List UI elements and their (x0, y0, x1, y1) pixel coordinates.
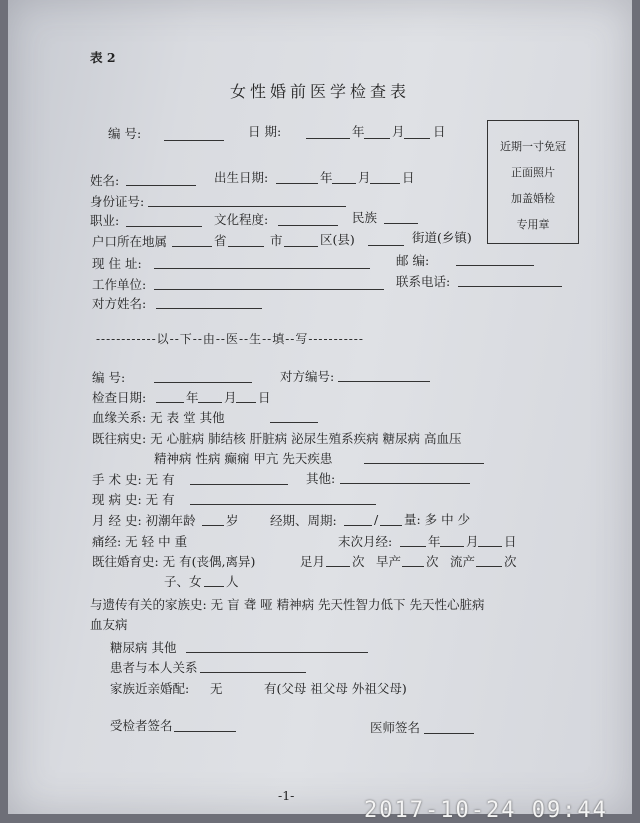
photo-box (487, 120, 579, 244)
full-term-text: 足月 (300, 554, 326, 569)
date-day-field[interactable] (404, 138, 430, 139)
photo-box-line: 近期一寸免冠 (500, 140, 566, 153)
current-illness-field[interactable] (190, 504, 376, 505)
page-number: -1- (278, 788, 295, 803)
job-field[interactable] (126, 226, 202, 227)
id-field[interactable] (148, 206, 346, 207)
city-field[interactable] (228, 246, 264, 247)
family-history-line-2: 血友病 (90, 617, 128, 632)
photo-timestamp: 2017-10-24 09:44 (364, 798, 608, 823)
family-other-field[interactable] (186, 652, 368, 653)
id-label: 身份证号: (90, 194, 145, 209)
exam-year-field[interactable] (156, 402, 184, 403)
day-text: 日 (433, 124, 446, 139)
date-month-field[interactable] (364, 138, 390, 139)
lmp-year-field[interactable] (400, 546, 426, 547)
consanguinity-no[interactable]: 无 (210, 681, 223, 696)
times-text: 次 (504, 554, 517, 569)
province-text: 省 (214, 233, 227, 248)
cycle-label: 经期、周期: (270, 513, 337, 528)
blood-relation-line: 血缘关系: 无 表 堂 其他 (92, 410, 225, 425)
address-field[interactable] (154, 268, 370, 269)
street-text: 街道(乡镇) (412, 230, 472, 245)
cycle-field[interactable] (380, 525, 402, 526)
job-label: 职业: (90, 213, 120, 228)
family-history-line-1: 与遗传有关的家族史: 无 盲 聋 哑 精神病 先天性智力低下 先天性心脏病 (90, 597, 485, 612)
surgery-field[interactable] (190, 484, 288, 485)
month-text: 月 (358, 170, 371, 185)
period-field[interactable] (344, 525, 372, 526)
postcode-label: 邮 编: (396, 253, 430, 268)
address-label: 现 住 址: (92, 256, 142, 271)
number-label: 编 号: (108, 126, 142, 141)
doctor-signature-label: 医师签名 (370, 720, 421, 735)
photo-box-line: 专用章 (516, 218, 550, 231)
current-illness-label: 现 病 史: 无 有 (92, 492, 175, 507)
month-text: 月 (466, 534, 479, 549)
exam-date-label: 检查日期: (92, 390, 147, 405)
menses-label: 月 经 史: 初潮年龄 (92, 513, 196, 528)
blood-other-field[interactable] (270, 422, 318, 423)
consanguinity-label: 家族近亲婚配: (110, 681, 190, 696)
surgery-label: 手 术 史: 无 有 (92, 472, 175, 487)
consanguinity-yes[interactable]: 有(父母 祖父母 外祖父母) (264, 681, 407, 696)
education-label: 文化程度: (214, 212, 269, 227)
month-text: 月 (392, 124, 405, 139)
table-number: 表 2 (90, 50, 116, 65)
month-text: 月 (224, 390, 237, 405)
partner-name-label: 对方姓名: (92, 296, 147, 311)
preterm-field[interactable] (402, 566, 424, 567)
flow-label: 量: 多 中 少 (404, 512, 471, 527)
times-text: 次 (352, 554, 365, 569)
year-text: 年 (320, 170, 333, 185)
lmp-day-field[interactable] (478, 546, 502, 547)
dob-year-field[interactable] (276, 183, 318, 184)
full-term-field[interactable] (326, 566, 350, 567)
year-text: 年 (352, 124, 365, 139)
dob-label: 出生日期: (214, 170, 269, 185)
day-text: 日 (258, 390, 271, 405)
number-field[interactable] (164, 140, 224, 141)
age-unit: 岁 (226, 513, 239, 528)
abortion-text: 流产 (450, 554, 476, 569)
form-title: 女性婚前医学检查表 (230, 82, 411, 101)
work-label: 工作单位: (92, 277, 147, 292)
lmp-month-field[interactable] (440, 546, 464, 547)
menarche-field[interactable] (202, 525, 224, 526)
name-field[interactable] (126, 185, 196, 186)
form-page (8, 0, 632, 814)
doctor-signature-field[interactable] (424, 733, 474, 734)
doctor-number-label: 编 号: (92, 370, 126, 385)
congenital-field[interactable] (364, 463, 484, 464)
history-line-2: 精神病 性病 癫痫 甲亢 先天疾患 (154, 451, 333, 466)
day-text: 日 (504, 534, 517, 549)
lmp-label: 末次月经: (338, 534, 393, 549)
children-label: 子、女 (164, 574, 202, 589)
year-text: 年 (428, 534, 441, 549)
partner-number-label: 对方编号: (280, 369, 335, 384)
relation-label: 患者与本人关系 (110, 660, 198, 675)
ethnic-label: 民族 (352, 210, 378, 225)
photo-box-line: 加盖婚检 (511, 192, 555, 205)
other-label: 其他: (306, 471, 336, 486)
person-unit: 人 (226, 574, 239, 589)
postcode-field[interactable] (456, 265, 534, 266)
photo-box-line: 正面照片 (511, 166, 555, 179)
exam-day-field[interactable] (236, 402, 256, 403)
abortion-field[interactable] (476, 566, 502, 567)
year-text: 年 (186, 390, 199, 405)
ethnic-field[interactable] (384, 223, 418, 224)
family-history-line-3: 糖尿病 其他 (110, 640, 177, 655)
district-field[interactable] (284, 246, 318, 247)
city-text: 市 (270, 233, 283, 248)
dob-day-field[interactable] (370, 183, 400, 184)
work-field[interactable] (154, 289, 384, 290)
dob-month-field[interactable] (332, 183, 356, 184)
street-field[interactable] (368, 245, 404, 246)
partner-name-field[interactable] (156, 308, 262, 309)
date-year-field[interactable] (306, 138, 350, 139)
partner-number-field[interactable] (338, 381, 430, 382)
phone-field[interactable] (458, 286, 562, 287)
hukou-label: 户口所在地属 (92, 234, 168, 249)
history-line-1: 既往病史: 无 心脏病 肺结核 肝脏病 泌尿生殖系疾病 糖尿病 高血压 (92, 431, 462, 446)
relation-field[interactable] (200, 672, 306, 673)
doctor-number-field[interactable] (154, 382, 252, 383)
dysmenorrhea-line: 痛经: 无 轻 中 重 (92, 534, 188, 549)
date-label: 日 期: (248, 124, 282, 139)
education-field[interactable] (278, 225, 338, 226)
phone-label: 联系电话: (396, 274, 451, 289)
marriage-history-label: 既往婚育史: 无 有(丧偶,离异) (92, 554, 256, 569)
province-field[interactable] (172, 246, 212, 247)
day-text: 日 (402, 170, 415, 185)
times-text: 次 (426, 554, 439, 569)
examinee-signature-field[interactable] (174, 731, 236, 732)
slash-text: / (374, 512, 379, 527)
exam-month-field[interactable] (198, 402, 222, 403)
other-field[interactable] (340, 483, 470, 484)
doctor-section-divider: ------------以--下--由--医--生--填--写----------- (96, 332, 364, 346)
children-field[interactable] (204, 586, 224, 587)
name-label: 姓名: (90, 173, 120, 188)
preterm-text: 早产 (376, 554, 402, 569)
district-text: 区(县) (320, 232, 355, 247)
examinee-signature-label: 受检者签名 (110, 718, 173, 733)
